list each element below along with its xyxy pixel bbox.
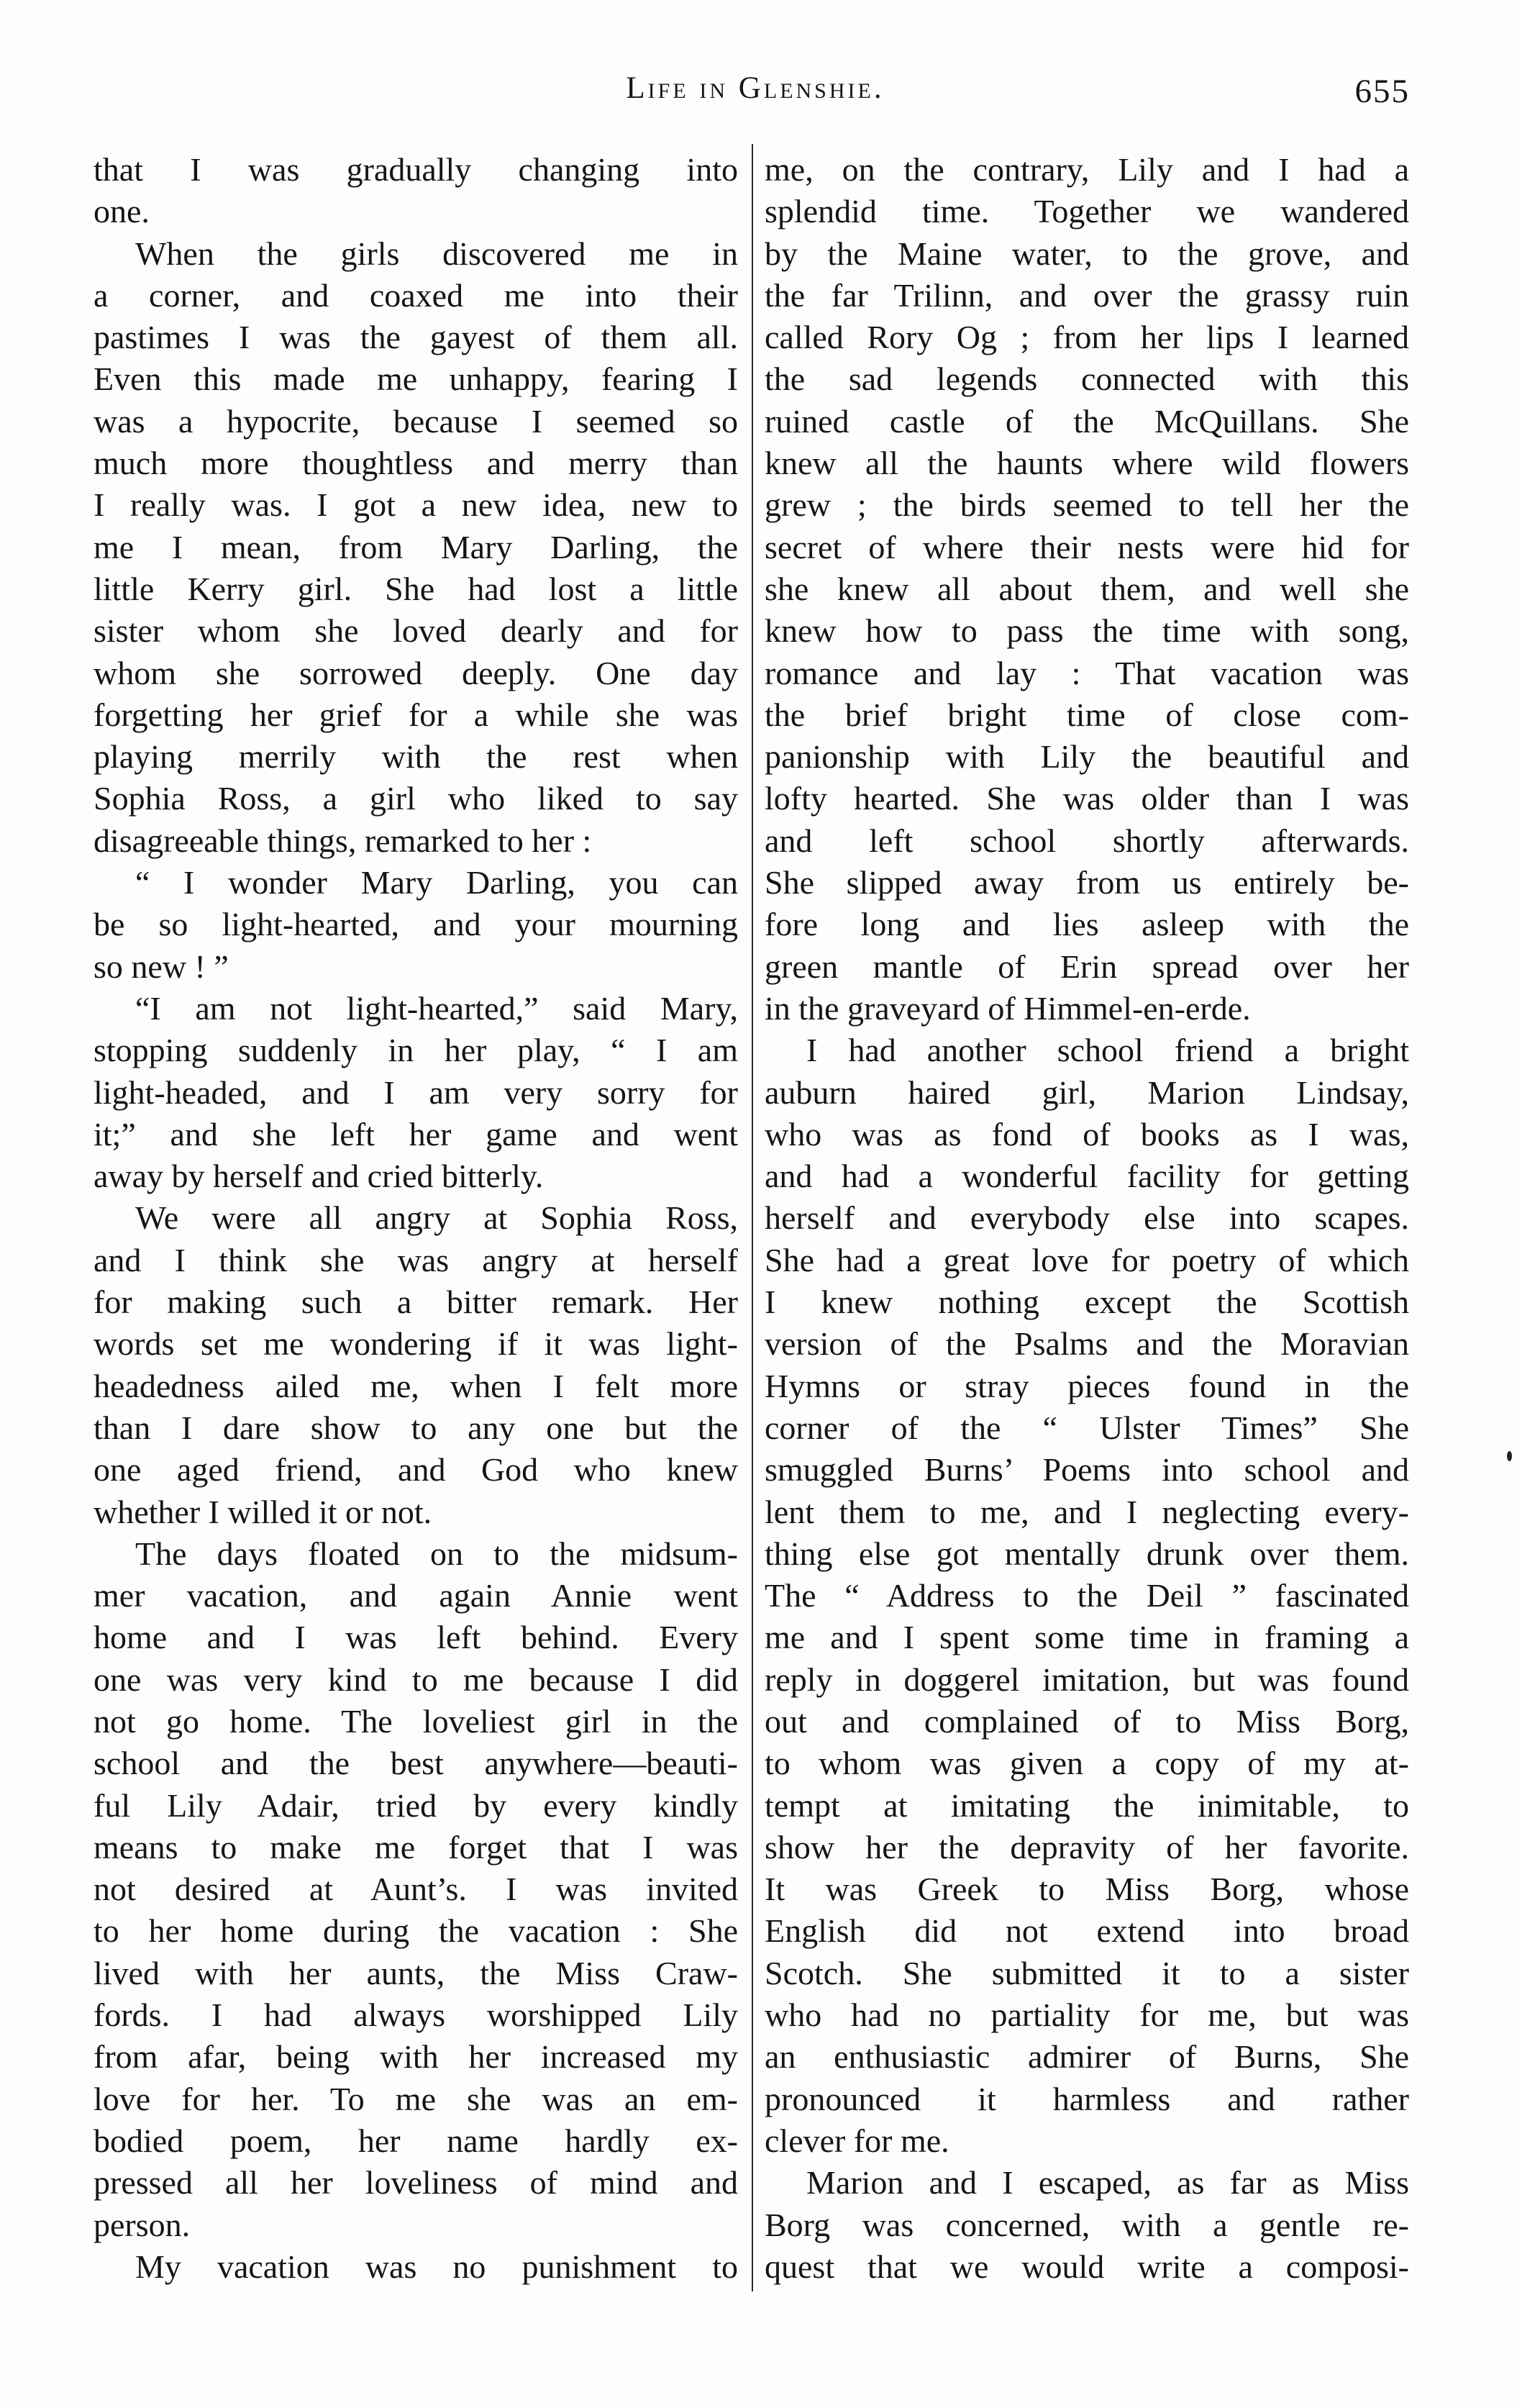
text-line: When the girls discovered me in bbox=[135, 235, 738, 272]
text-line: disagreeable things, remarked to her : bbox=[94, 822, 592, 859]
text-line: reply in doggerel imitation, but was found bbox=[765, 1660, 1409, 1698]
text-line: My vacation was no punishment to bbox=[135, 2248, 738, 2285]
text-line: show her the depravity of her favorite. bbox=[765, 1828, 1409, 1866]
text-line: The “ Address to the Deil ” fascinated bbox=[765, 1577, 1409, 1614]
text-line: who had no partiality for me, but was bbox=[765, 1996, 1409, 2034]
text-line: be so light-hearted, and your mourning bbox=[94, 906, 738, 943]
text-line: lent them to me, and I neglecting every- bbox=[765, 1493, 1409, 1530]
text-line: secret of where their nests were hid for bbox=[765, 528, 1409, 565]
text-line: not desired at Aunt’s. I was invited bbox=[94, 1871, 738, 1908]
text-line: from afar, being with her increased my bbox=[94, 2038, 738, 2076]
text-line: one. bbox=[94, 193, 150, 230]
text-line: The days floated on to the midsum- bbox=[135, 1535, 738, 1572]
text-line: me, on the contrary, Lily and I had a bbox=[765, 151, 1409, 188]
text-line: lofty hearted. She was older than I was bbox=[765, 780, 1409, 817]
text-line: ruined castle of the McQuillans. She bbox=[765, 402, 1409, 440]
text-line: so new ! ” bbox=[94, 948, 229, 985]
text-line: whether I willed it or not. bbox=[94, 1493, 432, 1530]
text-line: Hymns or stray pieces found in the bbox=[765, 1367, 1409, 1404]
margin-ink-mark bbox=[1507, 1451, 1512, 1461]
page-number: 655 bbox=[1354, 73, 1410, 110]
text-line: knew how to pass the time with song, bbox=[765, 612, 1409, 650]
text-line: green mantle of Erin spread over her bbox=[765, 948, 1409, 985]
text-line: that I was gradually changing into bbox=[94, 151, 738, 188]
text-line: one aged friend, and God who knew bbox=[94, 1451, 738, 1489]
text-line: fords. I had always worshipped Lily bbox=[94, 1996, 738, 2034]
text-line: “ I wonder Mary Darling, you can bbox=[135, 864, 738, 901]
text-line: ful Lily Adair, tried by every kindly bbox=[94, 1786, 738, 1824]
text-line: sister whom she loved dearly and for bbox=[94, 612, 738, 650]
text-line: stopping suddenly in her play, “ I am bbox=[94, 1032, 738, 1069]
text-line: she knew all about them, and well she bbox=[765, 570, 1409, 607]
text-line: tempt at imitating the inimitable, to bbox=[765, 1786, 1409, 1824]
text-line: Sophia Ross, a girl who liked to say bbox=[94, 780, 738, 817]
text-line: one was very kind to me because I did bbox=[94, 1660, 738, 1698]
text-line: thing else got mentally drunk over them. bbox=[765, 1535, 1409, 1572]
text-line: headedness ailed me, when I felt more bbox=[94, 1367, 738, 1404]
text-line: It was Greek to Miss Borg, whose bbox=[765, 1871, 1409, 1908]
text-line: the sad legends connected with this bbox=[765, 360, 1409, 398]
text-line: knew all the haunts where wild flowers bbox=[765, 445, 1409, 482]
text-line: mer vacation, and again Annie went bbox=[94, 1577, 738, 1614]
text-line: romance and lay : That vacation was bbox=[765, 654, 1409, 691]
text-column-left bbox=[94, 149, 738, 2288]
text-line: smuggled Burns’ Poems into school and bbox=[765, 1451, 1409, 1489]
text-line: I had another school friend a bright bbox=[806, 1032, 1409, 1069]
text-line: “I am not light-hearted,” said Mary, bbox=[135, 989, 738, 1027]
text-line: auburn haired girl, Marion Lindsay, bbox=[765, 1073, 1409, 1111]
text-line: means to make me forget that I was bbox=[94, 1828, 738, 1866]
text-line: pronounced it harmless and rather bbox=[765, 2080, 1409, 2117]
text-line: the far Trilinn, and over the grassy ruin bbox=[765, 276, 1409, 314]
text-line: school and the best anywhere—beauti- bbox=[94, 1745, 738, 1782]
text-line: pressed all her loveliness of mind and bbox=[94, 2164, 738, 2202]
text-line: forgetting her grief for a while she was bbox=[94, 696, 738, 733]
text-line: to her home during the vacation : She bbox=[94, 1912, 738, 1950]
text-line: Borg was concerned, with a gentle re- bbox=[765, 2206, 1409, 2243]
text-line: home and I was left behind. Every bbox=[94, 1619, 738, 1656]
running-header bbox=[94, 71, 1417, 121]
text-line: little Kerry girl. She had lost a little bbox=[94, 570, 738, 607]
text-line: I knew nothing except the Scottish bbox=[765, 1283, 1409, 1321]
text-line: was a hypocrite, because I seemed so bbox=[94, 402, 738, 440]
running-title: Life in Glenshie. bbox=[626, 71, 885, 105]
text-line: English did not extend into broad bbox=[765, 1912, 1409, 1950]
text-line: Scotch. She submitted it to a sister bbox=[765, 1954, 1409, 1991]
text-line: version of the Psalms and the Moravian bbox=[765, 1325, 1409, 1363]
column-divider bbox=[752, 144, 753, 2291]
text-line: an enthusiastic admirer of Burns, She bbox=[765, 2038, 1409, 2076]
text-line: who was as fond of books as I was, bbox=[765, 1115, 1409, 1153]
text-line: I really was. I got a new idea, new to bbox=[94, 486, 738, 524]
text-line: We were all angry at Sophia Ross, bbox=[135, 1199, 738, 1237]
text-line: me and I spent some time in framing a bbox=[765, 1619, 1409, 1656]
text-line: me I mean, from Mary Darling, the bbox=[94, 528, 738, 565]
text-line: clever for me. bbox=[765, 2122, 949, 2159]
text-line: it;” and she left her game and went bbox=[94, 1115, 738, 1153]
text-line: called Rory Og ; from her lips I learned bbox=[765, 319, 1409, 356]
text-line: the brief bright time of close com- bbox=[765, 696, 1409, 733]
text-line: quest that we would write a composi- bbox=[765, 2248, 1409, 2285]
text-line: fore long and lies asleep with the bbox=[765, 906, 1409, 943]
text-line: Marion and I escaped, as far as Miss bbox=[806, 2164, 1409, 2202]
text-line: and left school shortly afterwards. bbox=[765, 822, 1409, 859]
text-line: light-headed, and I am very sorry for bbox=[94, 1073, 738, 1111]
text-column-right bbox=[765, 149, 1409, 2288]
text-line: to whom was given a copy of my at- bbox=[765, 1745, 1409, 1782]
text-line: and had a wonderful facility for getting bbox=[765, 1158, 1409, 1195]
text-line: not go home. The loveliest girl in the bbox=[94, 1702, 738, 1740]
text-line: She slipped away from us entirely be- bbox=[765, 864, 1409, 901]
text-line: She had a great love for poetry of which bbox=[765, 1241, 1409, 1278]
text-line: by the Maine water, to the grove, and bbox=[765, 235, 1409, 272]
text-line: out and complained of to Miss Borg, bbox=[765, 1702, 1409, 1740]
text-line: playing merrily with the rest when bbox=[94, 738, 738, 776]
text-line: a corner, and coaxed me into their bbox=[94, 276, 738, 314]
text-line: lived with her aunts, the Miss Craw- bbox=[94, 1954, 738, 1991]
text-line: love for her. To me she was an em- bbox=[94, 2080, 738, 2117]
text-line: pastimes I was the gayest of them all. bbox=[94, 319, 738, 356]
text-line: splendid time. Together we wandered bbox=[765, 193, 1409, 230]
text-line: bodied poem, her name hardly ex- bbox=[94, 2122, 738, 2159]
text-line: Even this made me unhappy, fearing I bbox=[94, 360, 738, 398]
text-line: grew ; the birds seemed to tell her the bbox=[765, 486, 1409, 524]
text-line: than I dare show to any one but the bbox=[94, 1409, 738, 1446]
text-line: herself and everybody else into scapes. bbox=[765, 1199, 1409, 1237]
text-line: words set me wondering if it was light- bbox=[94, 1325, 738, 1363]
text-line: whom she sorrowed deeply. One day bbox=[94, 654, 738, 691]
text-line: in the graveyard of Himmel-en-erde. bbox=[765, 989, 1251, 1027]
text-line: corner of the “ Ulster Times” She bbox=[765, 1409, 1409, 1446]
text-line: and I think she was angry at herself bbox=[94, 1241, 738, 1278]
text-line: for making such a bitter remark. Her bbox=[94, 1283, 738, 1321]
text-line: much more thoughtless and merry than bbox=[94, 445, 738, 482]
text-line: away by herself and cried bitterly. bbox=[94, 1158, 544, 1195]
text-line: panionship with Lily the beautiful and bbox=[765, 738, 1409, 776]
text-line: person. bbox=[94, 2206, 191, 2243]
